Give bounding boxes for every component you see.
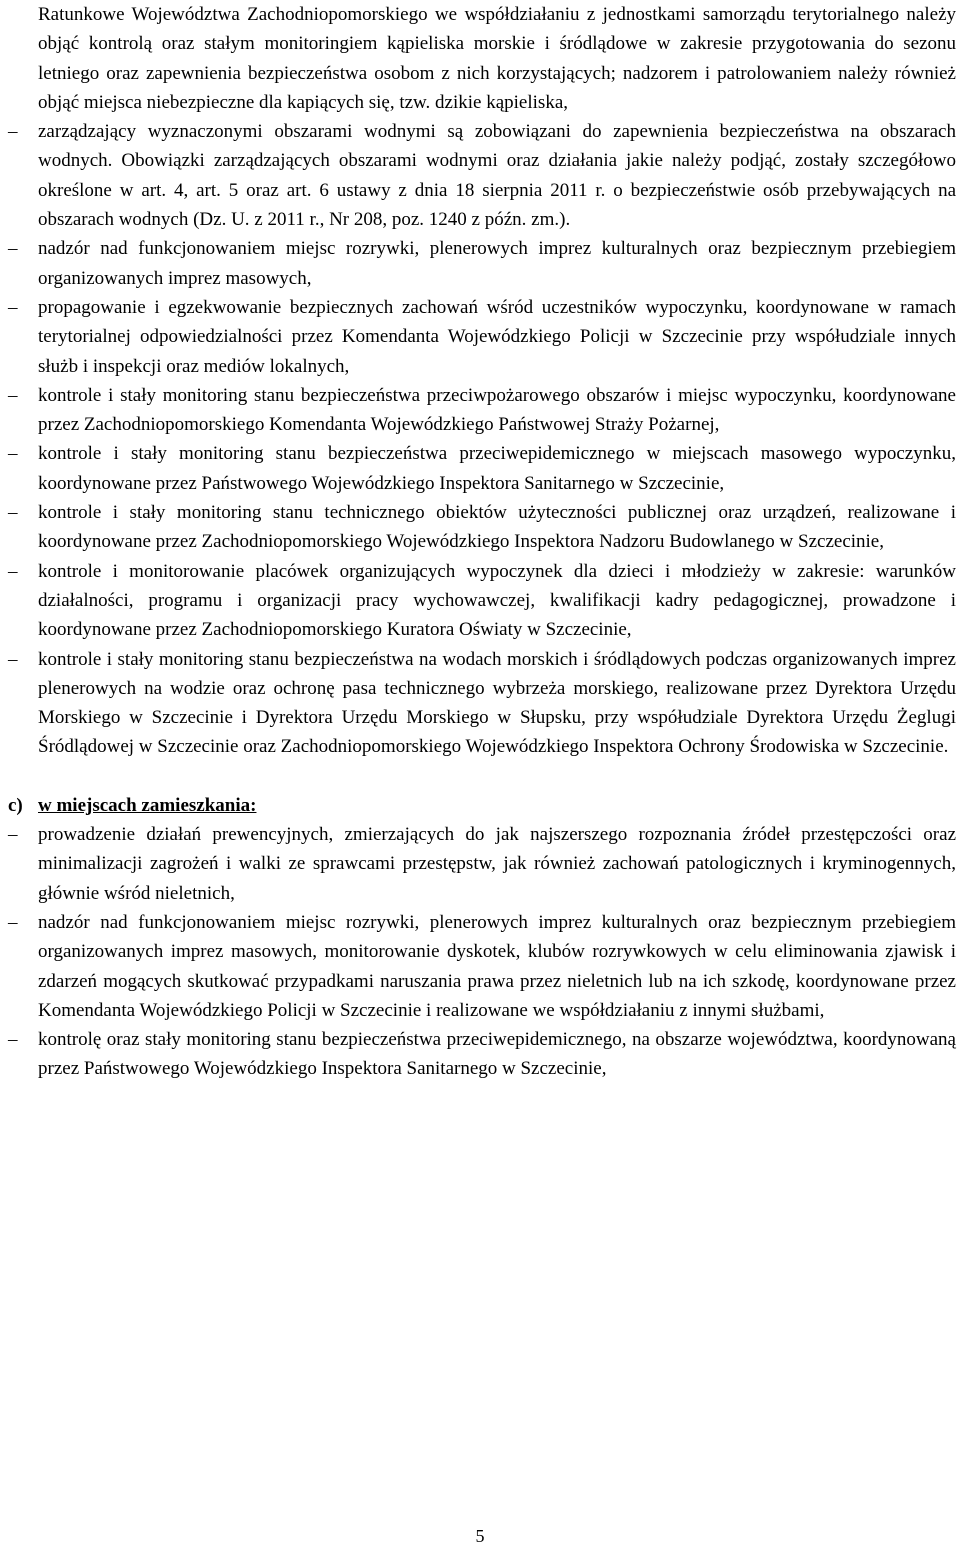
section-c-list bbox=[8, 820, 956, 1084]
list-item-text: zarządzający wyznaczonymi obszarami wodnymi są zobowiązani do zapewnienia bezpieczeństwa na obszarach wodnych. Obowiązki zarządzających obszarami wodnymi oraz działania jakie należy podjąć, zostały szczegółowo określone w art. 4, art. 5 oraz art. 6 ustawy z dnia 18 sierpnia 2011 r. o bezpieczeństwie osób przebywających na obszarach wodnych (Dz. U. z 2011 r., Nr 208, poz. 1240 z późn. zm.). bbox=[38, 121, 956, 231]
list-item bbox=[8, 293, 956, 381]
list-item-text: kontrolę oraz stały monitoring stanu bezpieczeństwa przeciwepidemicznego, na obszarze województwa, koordynowaną przez Państwowego Wojewódzkiego Inspektora Sanitarnego w Szczecinie, bbox=[38, 1029, 956, 1080]
page-number: 5 bbox=[475, 1526, 485, 1546]
list-item bbox=[8, 498, 956, 557]
list-item-text: nadzór nad funkcjonowaniem miejsc rozrywki, plenerowych imprez kulturalnych oraz bezpiecznym przebiegiem organizowanych imprez masowych, bbox=[38, 238, 956, 289]
list-item bbox=[8, 1025, 956, 1084]
list-item bbox=[8, 908, 956, 1025]
list-item-text: kontrole i monitorowanie placówek organizujących wypoczynek dla dzieci i młodzieży w zakresie: warunków działalności, programu i organizacji pracy wychowawczej, kwalifikacji kadry pedagogicznej, prowadzone i koordynowane przez Zachodniopomorskiego Kuratora Oświaty w Szczecinie, bbox=[38, 560, 956, 641]
dash-bullet: – bbox=[8, 560, 18, 582]
dash-bullet: – bbox=[8, 648, 18, 670]
dash-bullet: – bbox=[8, 443, 18, 465]
intro-paragraph: Ratunkowe Województwa Zachodniopomorskiego we współdziałaniu z jednostkami samorządu terytorialnego należy objąć kontrolą oraz stałym monitoringiem kąpieliska morskie i śródlądowe w zakresie przygotowania do sezonu letniego oraz zapewnienia bezpieczeństwa osobom z nich korzystających; nadzorem i patrolowaniem należy również objąć miejsca niebezpieczne dla kapiących się, tzw. dzikie kąpieliska, bbox=[38, 4, 956, 113]
list-item-text: kontrole i stały monitoring stanu bezpieczeństwa przeciwpożarowego obszarów i miejsc wypoczynku, koordynowane przez Zachodniopomorskiego Komendanta Wojewódzkiego Państwowej Straży Pożarnej, bbox=[38, 384, 956, 436]
list-item bbox=[8, 381, 956, 440]
dash-bullet: – bbox=[8, 911, 18, 933]
list-item bbox=[8, 439, 956, 498]
list-item bbox=[8, 645, 956, 762]
dash-bullet: – bbox=[8, 296, 18, 318]
document-body bbox=[8, 0, 956, 1084]
section-title: w miejscach zamieszkania: bbox=[38, 794, 257, 816]
list-item bbox=[8, 557, 956, 645]
dash-bullet: – bbox=[8, 238, 18, 260]
dash-bullet: – bbox=[8, 384, 18, 406]
list-item-text: prowadzenie działań prewencyjnych, zmierzających do jak najszerszego rozpoznania źródeł przestępczości oraz minimalizacji zagrożeń i walki ze sprawcami przestępstw, jak również zachowań patologicznych i kryminogennych, głównie wśród nieletnich, bbox=[38, 824, 956, 904]
dash-bullet: – bbox=[8, 121, 18, 143]
dash-bullet: – bbox=[8, 1029, 18, 1051]
list-item-text: kontrole i stały monitoring stanu technicznego obiektów użyteczności publicznej oraz urządzeń, realizowane i koordynowane przez Zachodniopomorskiego Wojewódzkiego Inspektora Nadzoru Budowlanego w Szczecinie, bbox=[38, 502, 956, 553]
list-item bbox=[8, 820, 956, 908]
list-item bbox=[8, 117, 956, 234]
measures-list bbox=[8, 117, 956, 762]
list-item-text: propagowanie i egzekwowanie bezpiecznych zachowań wśród uczestników wypoczynku, koordynowane w ramach terytorialnej odpowiedzialności przez Komendanta Wojewódzkiego Policji w Szczecinie przy współudziale innych służb i inspekcji oraz mediów lokalnych, bbox=[38, 296, 956, 377]
dash-bullet: – bbox=[8, 502, 18, 524]
dash-bullet: – bbox=[8, 824, 18, 846]
list-item-text: nadzór nad funkcjonowaniem miejsc rozrywki, plenerowych imprez kulturalnych oraz bezpiecznym przebiegiem organizowanych imprez masowych, monitorowanie dyskotek, klubów rozrywkowych w celu eliminowania zjawisk i zdarzeń mogących skutkować przypadkami naruszania prawa przez nieletnich lub na ich szkodę, koordynowane przez Komendanta Wojewódzkiego Policji w Szczecinie i realizowane we współdziałaniu z innymi służbami, bbox=[38, 911, 956, 1021]
list-item-text: kontrole i stały monitoring stanu bezpieczeństwa na wodach morskich i śródlądowych podczas organizowanych imprez plenerowych na wodzie oraz ochronę pasa technicznego wybrzeża morskiego, realizowane przez Dyrektora Urzędu Morskiego w Szczecinie i Dyrektora Urzędu Morskiego w Słupsku, przy współudziale Dyrektora Urzędu Żeglugi Śródlądowej w Szczecinie oraz Zachodniopomorskiego Wojewódzkiego Inspektora Ochrony Środowiska w Szczecinie. bbox=[38, 648, 956, 758]
section-c-heading bbox=[8, 791, 956, 820]
list-item-text: kontrole i stały monitoring stanu bezpieczeństwa przeciwepidemicznego w miejscach masowego wypoczynku, koordynowane przez Państwowego Wojewódzkiego Inspektora Sanitarnego w Szczecinie, bbox=[38, 443, 956, 494]
list-item bbox=[8, 234, 956, 293]
section-letter: c) bbox=[8, 794, 23, 816]
